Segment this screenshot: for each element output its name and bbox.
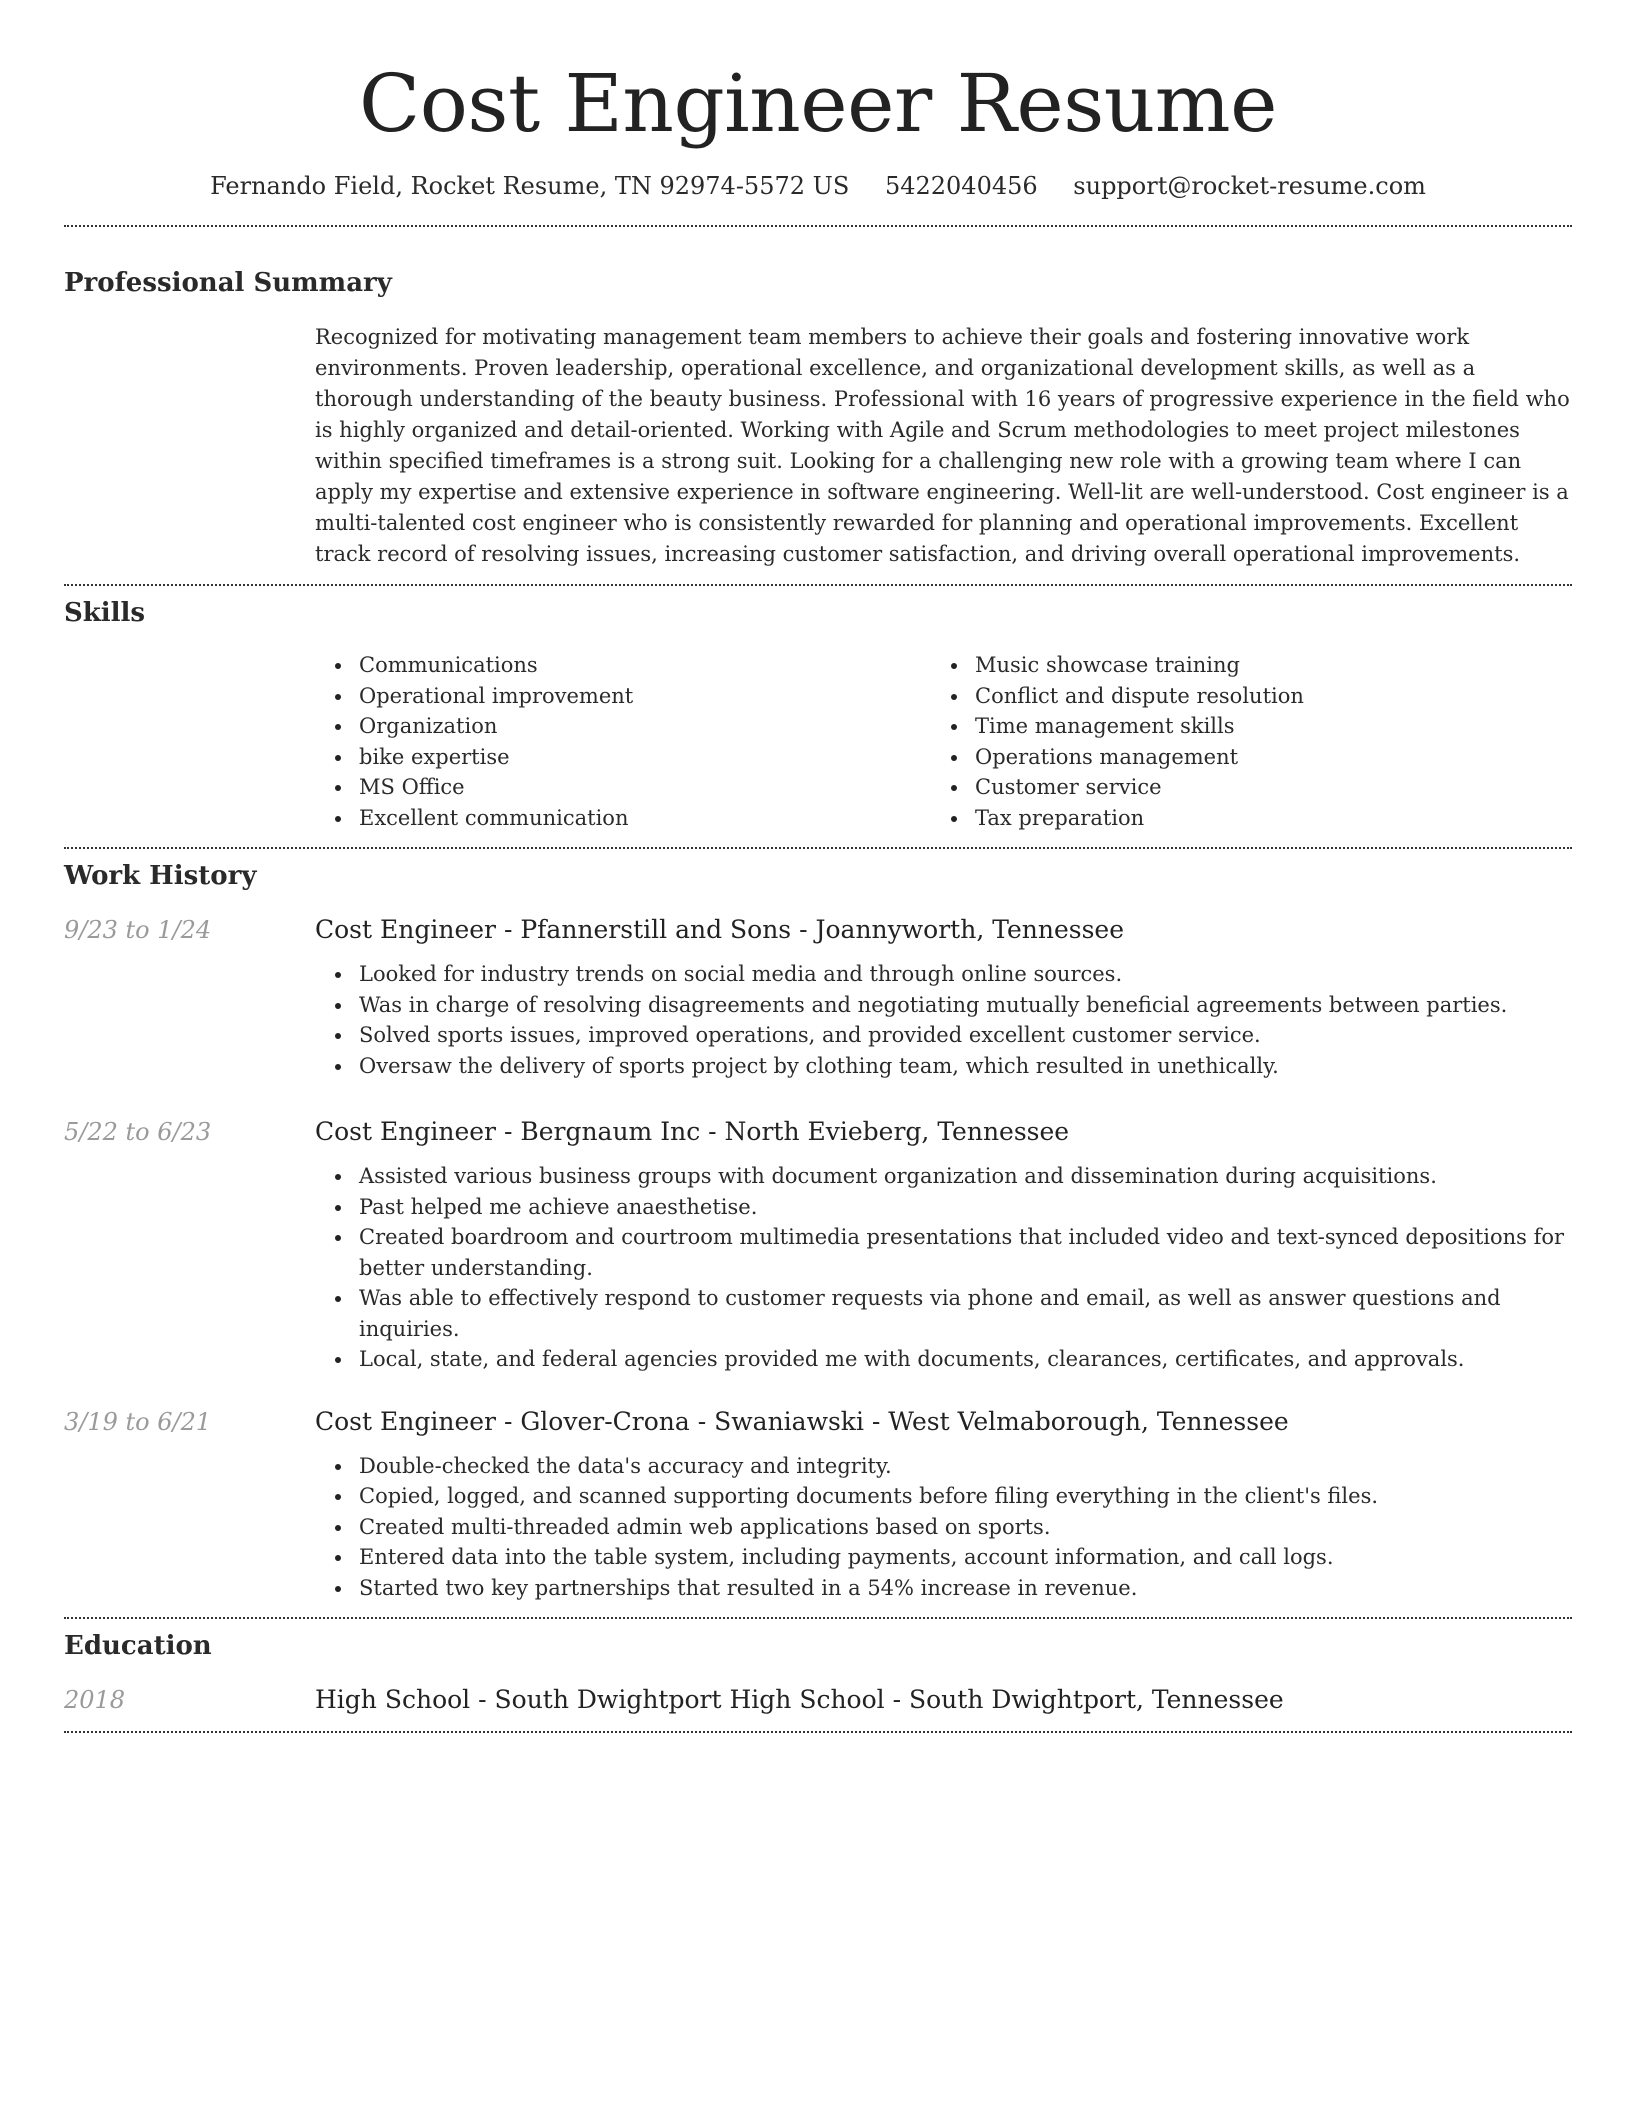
contact-phone: 5422040456 (884, 172, 1038, 200)
contact-line (64, 170, 1572, 202)
job-title: Cost Engineer - Glover-Crona - Swaniawski - West Velmaborough, Tennessee (315, 1406, 1289, 1436)
job-bullet: Double-checked the data's accuracy and integrity. (315, 1451, 1572, 1482)
skills-heading: Skills (64, 598, 146, 628)
skill-item: Tax preparation (931, 803, 1547, 834)
resume-title: Cost Engineer Resume (359, 57, 1277, 150)
job-dates: 5/22 to 6/23 (64, 1118, 212, 1146)
job-bullet: Past helped me achieve anaesthetise. (315, 1192, 1572, 1223)
job-bullet: Assisted various business groups with document organization and dissemination during acquisitions. (315, 1161, 1572, 1192)
job-bullet: Created multi-threaded admin web applications based on sports. (315, 1512, 1572, 1543)
contact-email: support@rocket-resume.com (1073, 172, 1426, 200)
education-heading: Education (64, 1631, 212, 1661)
job-bullets (315, 959, 1572, 1081)
skill-item: MS Office (315, 772, 931, 803)
job-header (64, 1115, 1572, 1149)
job-bullet: Copied, logged, and scanned supporting documents before filing everything in the client's files. (315, 1481, 1572, 1512)
job-dates: 9/23 to 1/24 (64, 916, 212, 944)
job-bullet: Was in charge of resolving disagreements and negotiating mutually beneficial agreements between parties. (315, 990, 1572, 1021)
job-bullets (315, 1451, 1572, 1604)
job-entry (64, 1405, 1572, 1604)
job-bullet: Looked for industry trends on social media and through online sources. (315, 959, 1572, 990)
skill-item: Time management skills (931, 711, 1547, 742)
education-entry (64, 1683, 1572, 1717)
divider (64, 1731, 1572, 1733)
skill-item: Customer service (931, 772, 1547, 803)
contact-address: Fernando Field, Rocket Resume, TN 92974-5572 US (210, 172, 850, 200)
job-bullet: Entered data into the table system, including payments, account information, and call logs. (315, 1542, 1572, 1573)
job-bullet: Was able to effectively respond to customer requests via phone and email, as well as answer questions and inquiries. (315, 1283, 1572, 1344)
divider (64, 584, 1572, 586)
education-section (64, 1629, 1572, 1717)
skills-grid (315, 650, 1572, 833)
education-dates: 2018 (64, 1686, 126, 1714)
job-bullet: Local, state, and federal agencies provided me with documents, clearances, certificates, and approvals. (315, 1344, 1572, 1375)
job-bullets (315, 1161, 1572, 1375)
job-bullet: Created boardroom and courtroom multimedia presentations that included video and text-synced depositions for better understanding. (315, 1222, 1572, 1283)
skill-item: Organization (315, 711, 931, 742)
job-title: Cost Engineer - Pfannerstill and Sons - Joannyworth, Tennessee (315, 915, 1124, 944)
skills-section (64, 596, 1572, 833)
work-heading: Work History (64, 861, 257, 891)
job-entry (64, 913, 1572, 1081)
summary-text: Recognized for motivating management team members to achieve their goals and fostering innovative work environments. Proven leadership, operational excellence, and organizational development skills, as well as a thorough understanding of the beauty business. Professional with 16 years of progressive experience in the field who is highly organized and detail-oriented. Working with Agile and Scrum methodologies to meet project milestones within specified timeframes is a strong suit. Looking for a challenging new role with a growing team where I can apply my expertise and extensive experience in software engineering. Well-lit are well-understood. Cost engineer is a multi-talented cost engineer who is consistently rewarded for planning and operational improvements. Excellent track record of resolving issues, increasing customer satisfaction, and driving overall operational improvements. (315, 325, 1570, 566)
skills-list-left (315, 650, 931, 833)
job-entry (64, 1115, 1572, 1375)
work-section (64, 859, 1572, 1603)
skill-item: Conflict and dispute resolution (931, 681, 1547, 712)
skill-item: Music showcase training (931, 650, 1547, 681)
divider (64, 847, 1572, 849)
job-bullet: Oversaw the delivery of sports project by clothing team, which resulted in unethically. (315, 1051, 1572, 1082)
skill-item: Operational improvement (315, 681, 931, 712)
divider (64, 225, 1572, 227)
skill-item: Communications (315, 650, 931, 681)
resume-page (64, 0, 1572, 1733)
skill-item: Excellent communication (315, 803, 931, 834)
summary-section (64, 266, 1572, 570)
summary-heading: Professional Summary (64, 268, 392, 298)
job-dates: 3/19 to 6/21 (64, 1407, 212, 1436)
job-bullet: Solved sports issues, improved operations, and provided excellent customer service. (315, 1020, 1572, 1051)
education-title: High School - South Dwightport High School - South Dwightport, Tennessee (315, 1685, 1284, 1714)
job-bullet: Started two key partnerships that resulted in a 54% increase in revenue. (315, 1573, 1572, 1604)
skill-item: bike expertise (315, 742, 931, 773)
job-header (64, 913, 1572, 947)
divider (64, 1617, 1572, 1619)
skill-item: Operations management (931, 742, 1547, 773)
skills-list-right (931, 650, 1547, 833)
job-title: Cost Engineer - Bergnaum Inc - North Evieberg, Tennessee (315, 1117, 1070, 1146)
job-header (64, 1405, 1572, 1439)
